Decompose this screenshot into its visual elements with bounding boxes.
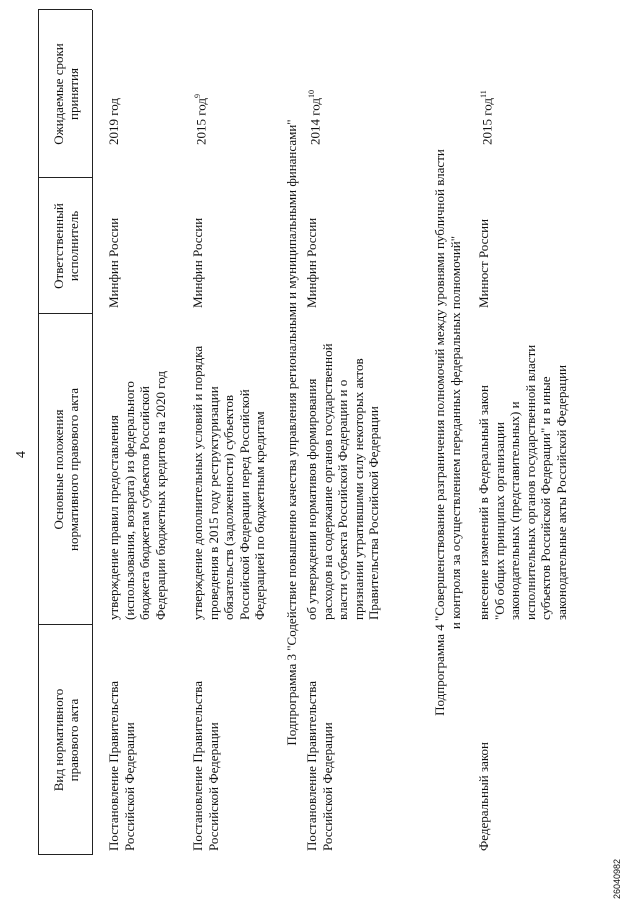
table-row-2-term: 2015 год$^9$ bbox=[193, 94, 209, 145]
header-bottom-border bbox=[92, 10, 93, 855]
table-row-1-executor: Минфин России bbox=[106, 217, 121, 308]
table-row-3-type: Постановление Правительства Российской Федерации bbox=[304, 680, 335, 851]
table-row-1-type: Постановление Правительства Российской Федерации bbox=[106, 680, 137, 851]
footnote-marker: 10 bbox=[307, 90, 316, 98]
table-top-border bbox=[38, 10, 39, 855]
table-row-4-term: 2015 год$^{11}$ bbox=[479, 90, 495, 145]
footnote-marker: 11 bbox=[479, 90, 488, 98]
table-row-4-type: Федеральный закон bbox=[476, 742, 491, 851]
subprogram-4-heading: Подпрограмма 4 "Совершенствование разграничения полномочий между уровнями публичной власти и контроля за осуществлением переданных федеральных полномочий" bbox=[432, 149, 463, 716]
table-row-4-executor: Минюст России bbox=[476, 218, 491, 308]
header-type: Вид нормативного правового акта bbox=[51, 688, 81, 792]
table-row-3-content: об утверждении нормативов формирования расходов на содержание органов государственной власти субъекта Российской Федерации и о признании утратившими силу некоторых актов Правительства Российской Федерации bbox=[304, 343, 381, 620]
table-row-2-executor: Минфин России bbox=[190, 217, 205, 308]
document-code: 26040982 bbox=[612, 858, 622, 899]
table-row-3-executor: Минфин России bbox=[304, 217, 319, 308]
page-number: 4 bbox=[14, 451, 29, 458]
table-row-1-term: 2019 год bbox=[106, 98, 121, 145]
subprogram-3-heading: Подпрограмма 3 "Содействие повышению качества управления региональными и муниципальными финансами" bbox=[284, 119, 299, 746]
header-content: Основные положения нормативного правового акта bbox=[51, 388, 81, 551]
table-row-3-term: 2014 год$^{10}$ bbox=[307, 90, 323, 145]
table-row-2-content: утверждение дополнительных условий и порядка проведения в 2015 году реструктуризации обязательств (задолженности) субъектов Российской Федерации перед Российской Федерацией по бюджетным кредитам bbox=[190, 345, 267, 620]
table-row-2-type: Постановление Правительства Российской Федерации bbox=[190, 680, 221, 851]
table-row-1-content: утверждение правил предоставления (использования, возврата) из федерального бюджета бюджетам субъектов Российской Федерации бюджетных кредитов на 2020 год bbox=[106, 371, 168, 620]
footnote-marker: 9 bbox=[193, 94, 202, 98]
header-term: Ожидаемые сроки принятия bbox=[51, 43, 81, 145]
header-executor: Ответственный исполнитель bbox=[51, 203, 81, 289]
table-row-4-content: внесение изменений в Федеральный закон "Об общих принципах организации законодательных (представительных) и исполнительных органов государственной власти субъектов Российской Федерации" и в иные законодательные акты Российской Федерации bbox=[476, 344, 569, 620]
